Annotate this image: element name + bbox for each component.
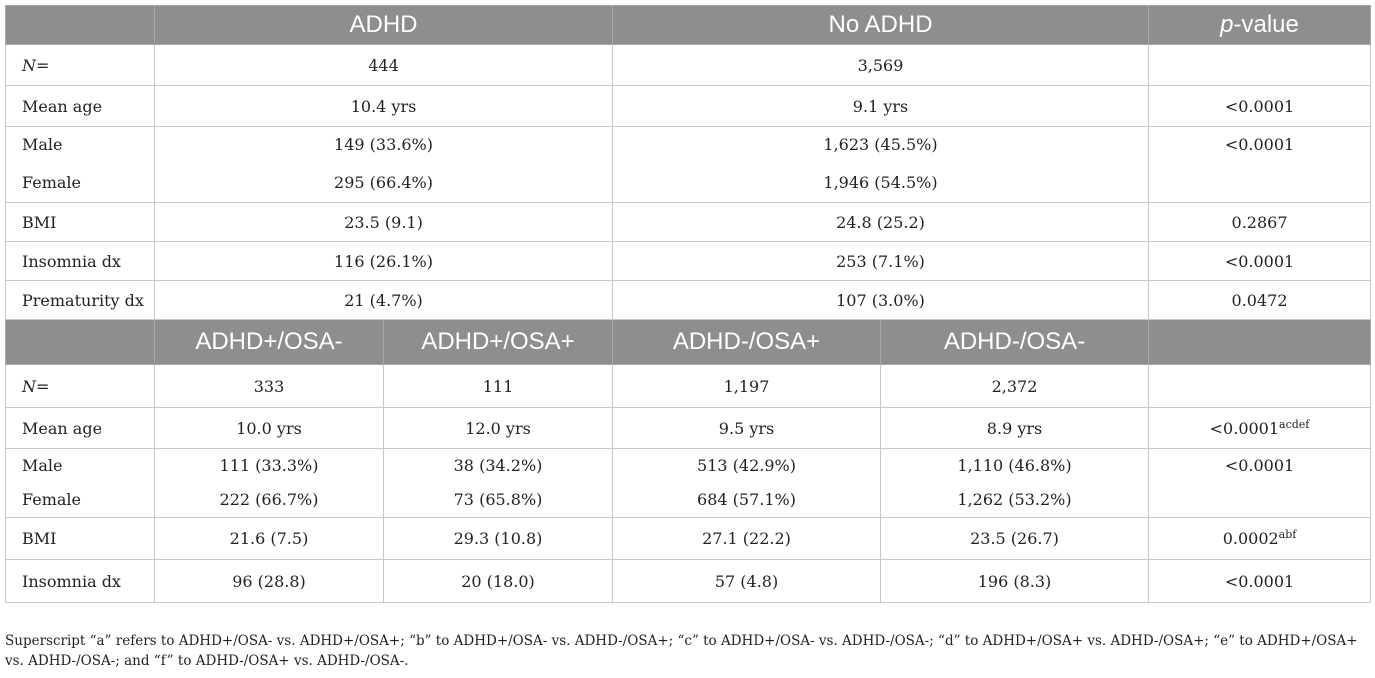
pvalue-text: <0.0001 (1224, 456, 1295, 475)
pvalue-superscript: abf (1278, 528, 1297, 541)
cell-adhd: 21 (4.7%) (155, 281, 613, 320)
cell-no-adhd: 9.1 yrs (613, 86, 1149, 127)
cell-adhd: 149 (33.6%) (155, 127, 613, 163)
pvalue-superscript: acdef (1279, 417, 1310, 431)
demographics-table (5, 5, 1371, 603)
row-label: Mean age (6, 408, 155, 449)
cell-pvalue: 0.0472 (1149, 281, 1371, 320)
cell-pvalue: <0.0001 (1149, 86, 1371, 127)
cell-pvalue: <0.0001 (1149, 242, 1371, 281)
cell-adhd: 10.4 yrs (155, 86, 613, 127)
cell-no-adhd: 107 (3.0%) (613, 281, 1149, 320)
pvalue-text: <0.0001 (1224, 571, 1295, 591)
row-label: Male (6, 449, 155, 483)
header-adhd-pos-osa-neg: ADHD+/OSA- (155, 320, 384, 365)
cell-c4: 23.5 (26.7) (881, 518, 1149, 560)
table-row (6, 518, 1371, 560)
table-row (6, 45, 1371, 86)
cell-no-adhd: 253 (7.1%) (613, 242, 1149, 281)
cell-c2: 20 (18.0) (384, 560, 613, 603)
cell-c1: 96 (28.8) (155, 560, 384, 603)
table-row (6, 365, 1371, 408)
cell-pvalue (1149, 162, 1371, 203)
table-row (6, 449, 1371, 483)
table-row (6, 127, 1371, 163)
cell-c1: 111 (33.3%) (155, 449, 384, 483)
cell-c3: 513 (42.9%) (613, 449, 881, 483)
table2-header-row (6, 320, 1371, 365)
cell-pvalue: 0.2867 (1149, 203, 1371, 242)
row-label: BMI (6, 518, 155, 560)
row-label: N= (6, 45, 155, 86)
table-row (6, 482, 1371, 518)
row-label: BMI (6, 203, 155, 242)
cell-c4: 196 (8.3) (881, 560, 1149, 603)
row-label: Male (6, 127, 155, 163)
cell-c3: 9.5 yrs (613, 408, 881, 449)
row-label: N= (6, 365, 155, 408)
cell-pvalue: <0.0001 (1149, 127, 1371, 163)
header-pvalue (1149, 6, 1371, 45)
cell-no-adhd: 24.8 (25.2) (613, 203, 1149, 242)
cell-no-adhd: 1,623 (45.5%) (613, 127, 1149, 163)
cell-c2: 12.0 yrs (384, 408, 613, 449)
header-adhd-neg-osa-neg: ADHD-/OSA- (881, 320, 1149, 365)
header-adhd-pos-osa-pos: ADHD+/OSA+ (384, 320, 613, 365)
cell-c1: 333 (155, 365, 384, 408)
cell-c2: 29.3 (10.8) (384, 518, 613, 560)
table-row (6, 281, 1371, 320)
table-row (6, 408, 1371, 449)
cell-c4: 8.9 yrs (881, 408, 1149, 449)
cell-adhd: 116 (26.1%) (155, 242, 613, 281)
table-row (6, 242, 1371, 281)
header-blank (6, 320, 155, 365)
cell-c4: 1,262 (53.2%) (881, 482, 1149, 518)
cell-adhd: 444 (155, 45, 613, 86)
cell-c1: 21.6 (7.5) (155, 518, 384, 560)
header-adhd: ADHD (155, 6, 613, 45)
cell-pvalue (1149, 449, 1371, 483)
cell-adhd: 23.5 (9.1) (155, 203, 613, 242)
cell-c2: 111 (384, 365, 613, 408)
header-blank (6, 6, 155, 45)
cell-pvalue (1149, 45, 1371, 86)
cell-pvalue (1149, 408, 1371, 449)
cell-c2: 38 (34.2%) (384, 449, 613, 483)
pvalue-text: <0.0001 (1209, 418, 1280, 438)
table-row (6, 203, 1371, 242)
row-label: Prematurity dx (6, 281, 155, 320)
row-label: Female (6, 162, 155, 203)
cell-c2: 73 (65.8%) (384, 482, 613, 518)
row-label: Mean age (6, 86, 155, 127)
header-pvalue-p: p (1220, 11, 1234, 38)
row-label: Insomnia dx (6, 242, 155, 281)
table-row (6, 86, 1371, 127)
header-blank-right (1149, 320, 1371, 365)
cell-pvalue (1149, 365, 1371, 408)
cell-no-adhd: 3,569 (613, 45, 1149, 86)
header-no-adhd: No ADHD (613, 6, 1149, 45)
cell-adhd: 295 (66.4%) (155, 162, 613, 203)
table-footnote: Superscript “a” refers to ADHD+/OSA- vs. ADHD+/OSA+; “b” to ADHD+/OSA- vs. ADHD-/OSA+; “c” to ADHD+/OSA- vs. ADHD-/OSA-; “d” to ADHD+/OSA+ vs. ADHD-/OSA+; “e” to ADHD+/OSA+ vs. ADHD-/OSA-; and “f” to ADHD-/OSA+ vs. ADHD-/OSA-. (5, 633, 1358, 669)
cell-c1: 222 (66.7%) (155, 482, 384, 518)
cell-no-adhd: 1,946 (54.5%) (613, 162, 1149, 203)
cell-pvalue (1149, 560, 1371, 603)
cell-c4: 1,110 (46.8%) (881, 449, 1149, 483)
cell-c1: 10.0 yrs (155, 408, 384, 449)
cell-c4: 2,372 (881, 365, 1149, 408)
cell-c3: 1,197 (613, 365, 881, 408)
cell-pvalue (1149, 518, 1371, 560)
cell-c3: 684 (57.1%) (613, 482, 881, 518)
table-row (6, 560, 1371, 603)
table-row (6, 162, 1371, 203)
cell-c3: 27.1 (22.2) (613, 518, 881, 560)
pvalue-text: 0.0002 (1222, 529, 1279, 548)
cell-pvalue (1149, 482, 1371, 518)
row-label: Insomnia dx (6, 560, 155, 603)
cell-c3: 57 (4.8) (613, 560, 881, 603)
row-label: Female (6, 482, 155, 518)
header-adhd-neg-osa-pos: ADHD-/OSA+ (613, 320, 881, 365)
header-pvalue-rest: -value (1233, 11, 1299, 38)
table1-header-row (6, 6, 1371, 45)
